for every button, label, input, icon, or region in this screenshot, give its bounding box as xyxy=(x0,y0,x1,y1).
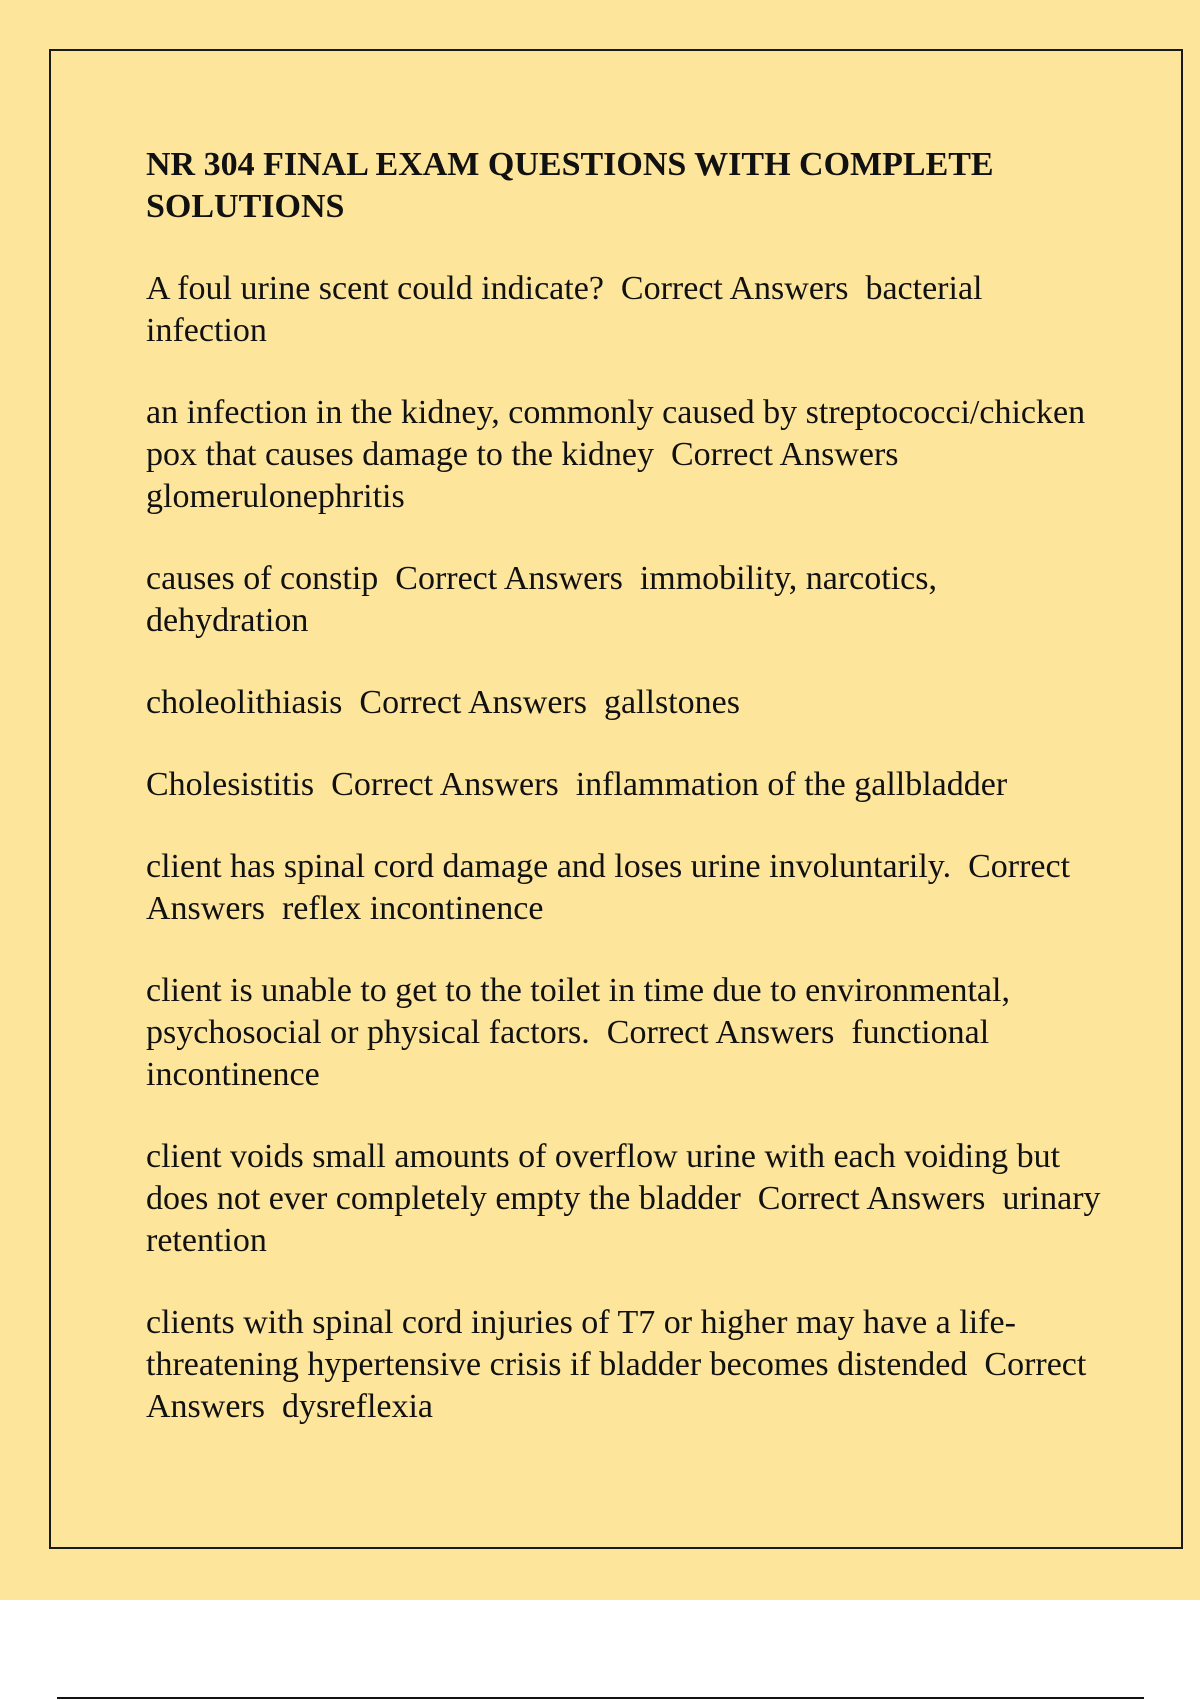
qa-entry-choleolithiasis: choleolithiasis Correct Answers gallstones xyxy=(146,684,740,721)
qa-entry-constipation: causes of constip Correct Answers immobility, narcotics, dehydration xyxy=(146,560,946,639)
qa-entry-foul-urine: A foul urine scent could indicate? Correct Answers bacterial infection xyxy=(146,270,991,349)
qa-entry-urinary-retention: client voids small amounts of overflow urine with each voiding but does not ever completely empty the bladder Correct Answers urinary retention xyxy=(146,1138,1110,1259)
document-content xyxy=(146,144,1110,1468)
qa-entry-cholesistitis: Cholesistitis Correct Answers inflammation of the gallbladder xyxy=(146,766,1008,803)
document-title: NR 304 FINAL EXAM QUESTIONS WITH COMPLETE SOLUTIONS xyxy=(146,146,994,225)
qa-entry-reflex-incontinence: client has spinal cord damage and loses urine involuntarily. Correct Answers reflex incontinence xyxy=(146,848,1077,927)
qa-entry-glomerulonephritis: an infection in the kidney, commonly caused by streptococci/chicken pox that causes damage to the kidney Correct Answers glomerulonephritis xyxy=(146,394,1094,515)
qa-entry-functional-incontinence: client is unable to get to the toilet in time due to environmental, psychosocial or physical factors. Correct Answers functional incontinence xyxy=(146,972,1019,1093)
qa-entry-dysreflexia: clients with spinal cord injuries of T7 or higher may have a life-threatening hypertensive crisis if bladder becomes distended Correct Answers dysreflexia xyxy=(146,1304,1093,1425)
footer-divider xyxy=(57,1697,1144,1699)
